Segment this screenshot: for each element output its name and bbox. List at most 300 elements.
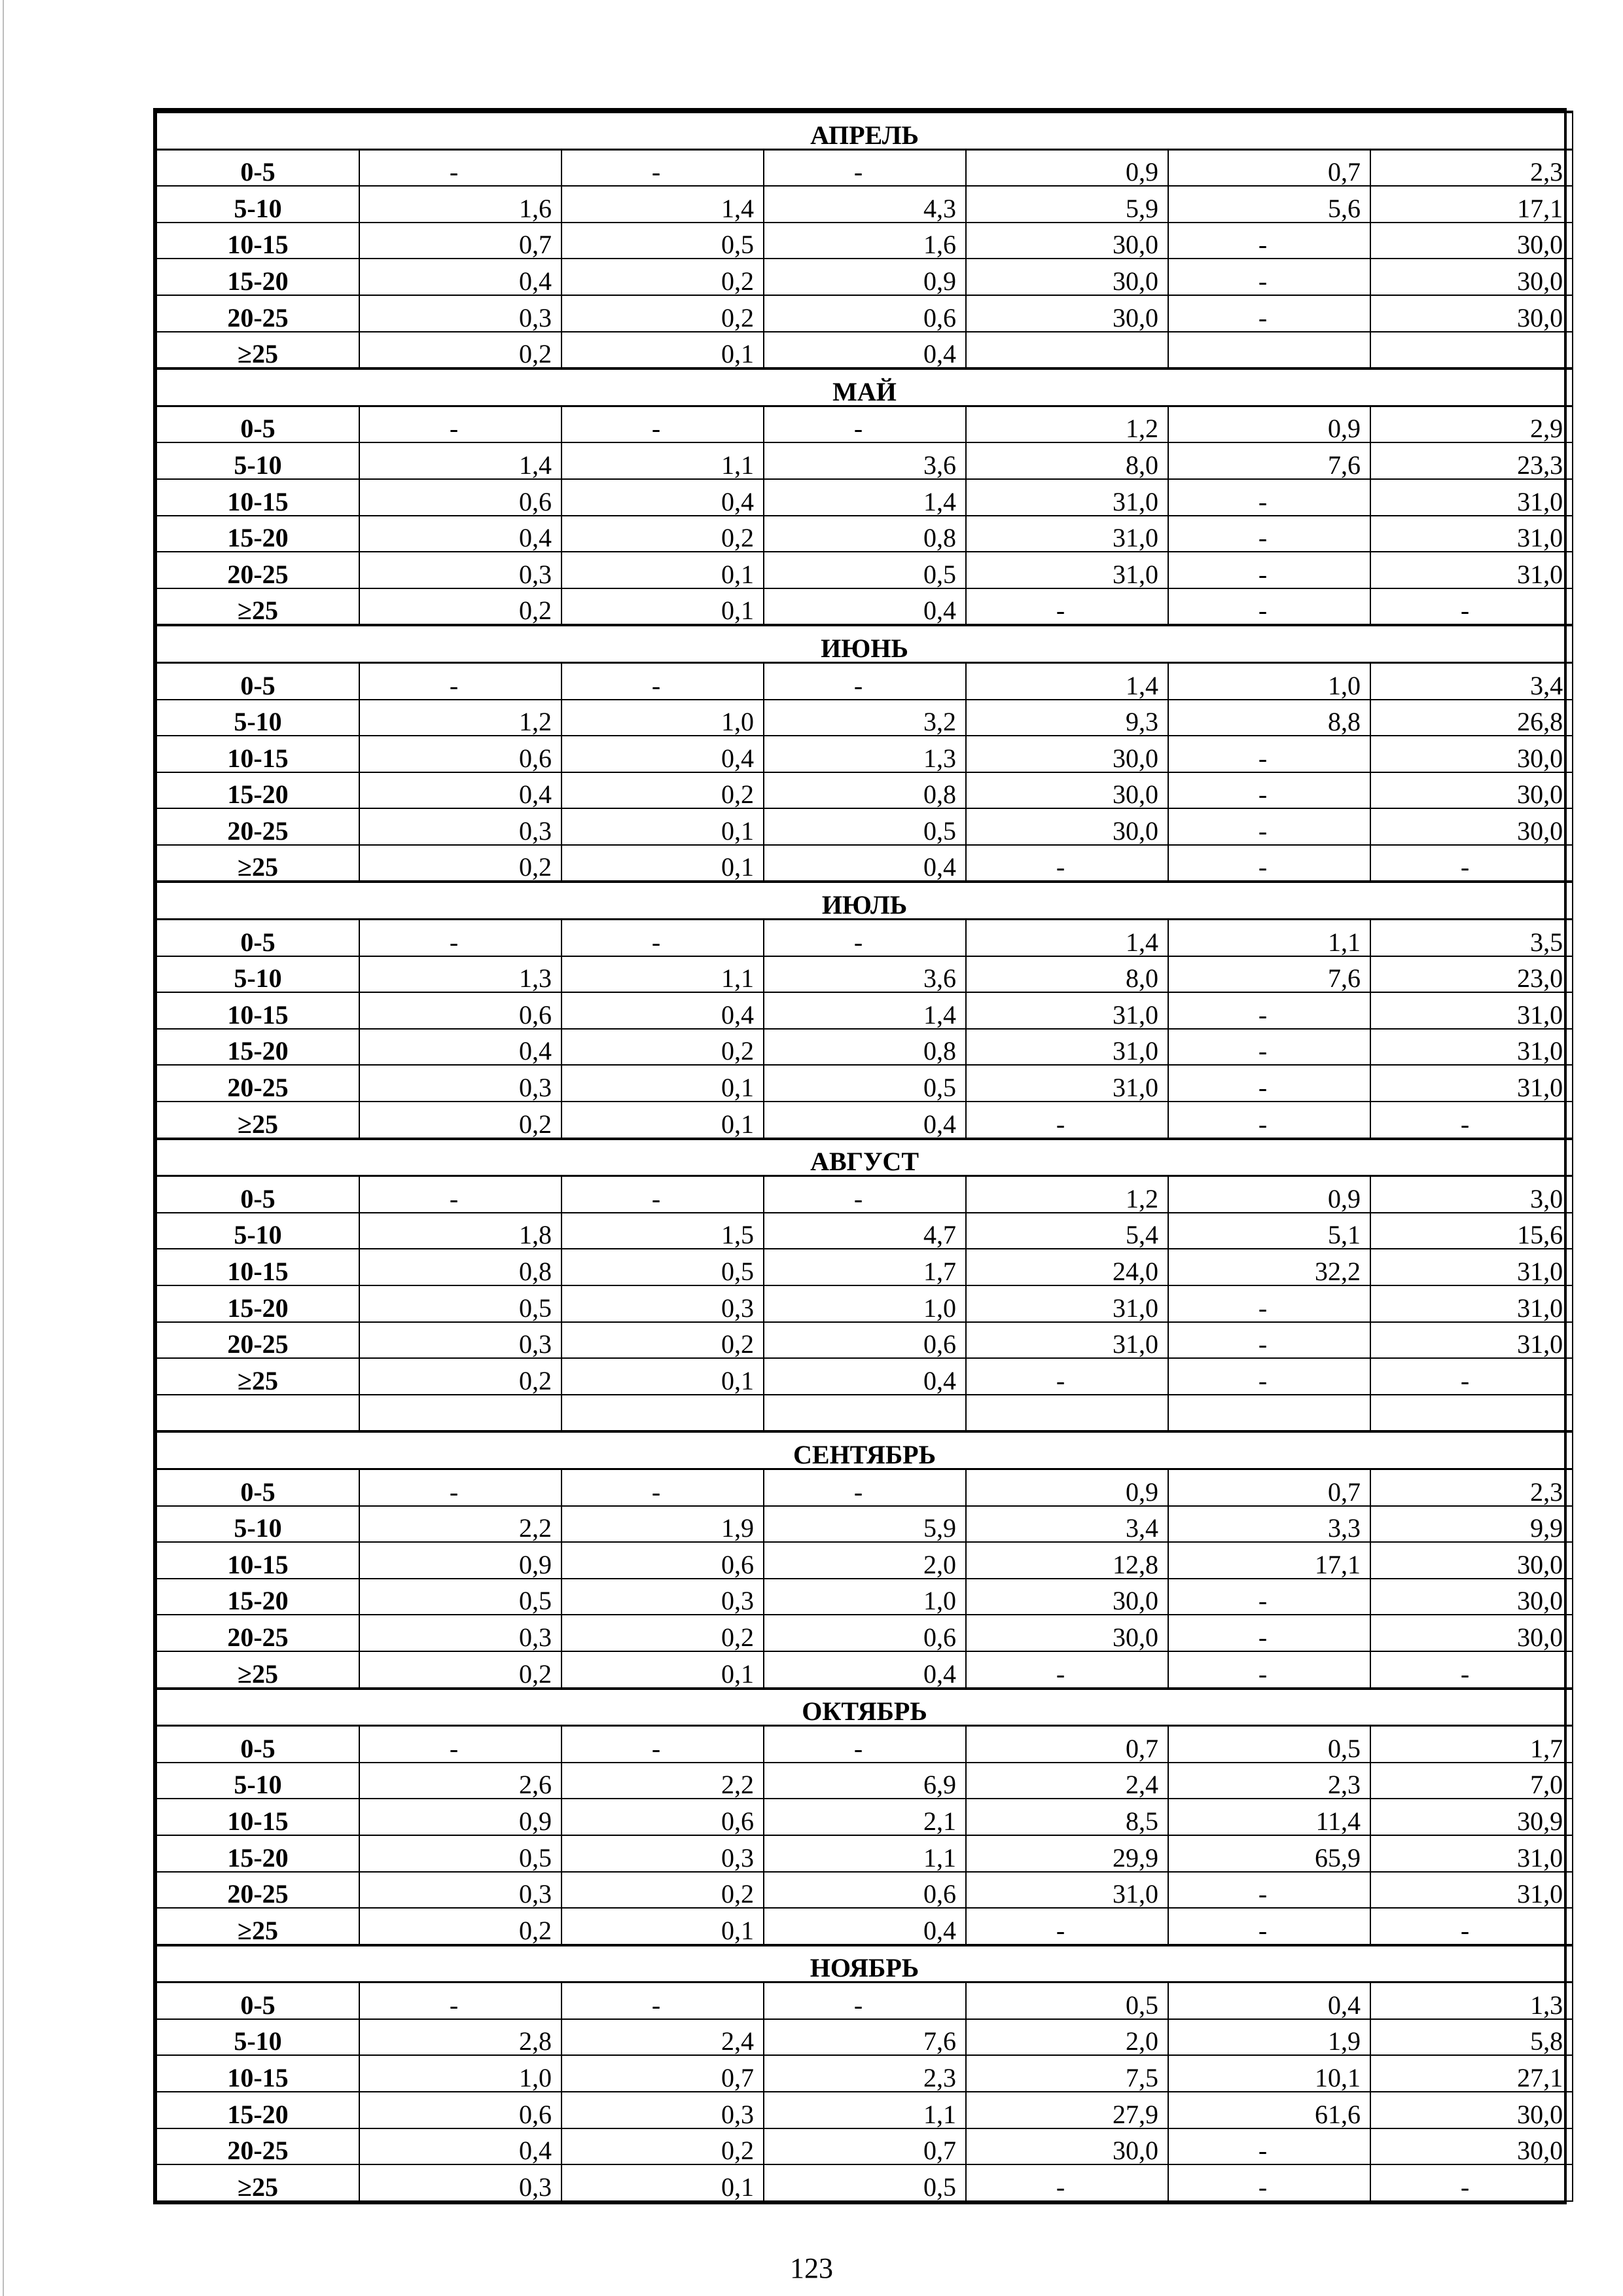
- value-cell: 0,4: [562, 992, 764, 1029]
- range-cell: 15-20: [156, 2092, 359, 2128]
- value-cell: 5,9: [764, 1506, 966, 1543]
- range-cell: ≥25: [156, 1102, 359, 1139]
- table-row: [156, 1249, 1573, 1285]
- value-cell: 31,0: [966, 516, 1168, 552]
- value-cell: 5,1: [1168, 1213, 1370, 1249]
- table-row: [156, 808, 1573, 845]
- value-cell: 30,9: [1370, 1799, 1573, 1835]
- value-cell: -: [966, 1651, 1168, 1689]
- value-cell: 15,6: [1370, 1213, 1573, 1249]
- value-cell: 0,6: [359, 992, 562, 1029]
- table-row: [156, 662, 1573, 699]
- value-cell: -: [1168, 772, 1370, 809]
- range-cell: 10-15: [156, 223, 359, 259]
- value-cell: 2,6: [359, 1763, 562, 1799]
- value-cell: 8,0: [966, 442, 1168, 479]
- value-cell: 0,6: [764, 1872, 966, 1909]
- value-cell: -: [1168, 1029, 1370, 1066]
- value-cell: 1,0: [764, 1579, 966, 1615]
- value-cell: -: [359, 149, 562, 186]
- value-cell: 29,9: [966, 1835, 1168, 1872]
- value-cell: 1,4: [359, 442, 562, 479]
- value-cell: 7,6: [1168, 956, 1370, 993]
- value-cell: -: [562, 406, 764, 442]
- value-cell: 0,3: [562, 1835, 764, 1872]
- range-cell: 15-20: [156, 516, 359, 552]
- value-cell: -: [764, 149, 966, 186]
- range-cell: ≥25: [156, 1358, 359, 1395]
- table-row: [156, 1322, 1573, 1359]
- value-cell: 1,2: [359, 700, 562, 736]
- value-cell: -: [1168, 295, 1370, 332]
- value-cell: 3,6: [764, 956, 966, 993]
- month-header-row: [156, 882, 1573, 919]
- value-cell: 0,1: [562, 1358, 764, 1395]
- value-cell: 3,2: [764, 700, 966, 736]
- value-cell: -: [562, 149, 764, 186]
- value-cell: 0,9: [966, 1469, 1168, 1505]
- table-row: [156, 2164, 1573, 2201]
- value-cell: 0,9: [1168, 1176, 1370, 1213]
- value-cell: 3,3: [1168, 1506, 1370, 1543]
- value-cell: 2,8: [359, 2019, 562, 2056]
- value-cell: 23,0: [1370, 956, 1573, 993]
- value-cell: -: [764, 1982, 966, 2019]
- value-cell: -: [1168, 845, 1370, 882]
- value-cell: 0,4: [359, 772, 562, 809]
- value-cell: 8,5: [966, 1799, 1168, 1835]
- value-cell: -: [562, 1176, 764, 1213]
- value-cell: 30,0: [1370, 295, 1573, 332]
- table-row: [156, 1872, 1573, 1909]
- value-cell: 8,0: [966, 956, 1168, 993]
- range-cell: 10-15: [156, 479, 359, 516]
- value-cell: [764, 1395, 966, 1432]
- value-cell: 0,7: [1168, 1469, 1370, 1505]
- table-row: [156, 1799, 1573, 1835]
- value-cell: 30,0: [1370, 808, 1573, 845]
- value-cell: 0,9: [764, 259, 966, 295]
- value-cell: 0,2: [562, 516, 764, 552]
- table-row: [156, 186, 1573, 223]
- value-cell: 1,4: [764, 479, 966, 516]
- value-cell: 1,4: [966, 920, 1168, 956]
- value-cell: 0,4: [764, 332, 966, 369]
- table-row: [156, 223, 1573, 259]
- value-cell: 0,1: [562, 845, 764, 882]
- value-cell: 0,5: [562, 1249, 764, 1285]
- value-cell: 24,0: [966, 1249, 1168, 1285]
- value-cell: 0,2: [359, 1908, 562, 1945]
- table-row: [156, 845, 1573, 882]
- value-cell: 0,5: [966, 1982, 1168, 2019]
- table-row: [156, 1469, 1573, 1505]
- range-cell: 5-10: [156, 1763, 359, 1799]
- range-cell: ≥25: [156, 1908, 359, 1945]
- value-cell: -: [764, 1469, 966, 1505]
- range-cell: 0-5: [156, 1176, 359, 1213]
- value-cell: 2,4: [562, 2019, 764, 2056]
- value-cell: 2,3: [1168, 1763, 1370, 1799]
- value-cell: [1168, 332, 1370, 369]
- range-cell: 10-15: [156, 1542, 359, 1579]
- value-cell: -: [1168, 259, 1370, 295]
- value-cell: 2,0: [764, 1542, 966, 1579]
- value-cell: 0,4: [764, 845, 966, 882]
- value-cell: 1,4: [764, 992, 966, 1029]
- value-cell: 2,2: [359, 1506, 562, 1543]
- value-cell: 31,0: [966, 1285, 1168, 1322]
- value-cell: 0,2: [562, 2128, 764, 2165]
- value-cell: 2,2: [562, 1763, 764, 1799]
- table-row: [156, 1763, 1573, 1799]
- value-cell: 0,9: [966, 149, 1168, 186]
- range-cell: 15-20: [156, 1029, 359, 1066]
- value-cell: -: [1168, 2164, 1370, 2201]
- data-table-frame: [153, 108, 1567, 2204]
- value-cell: 3,5: [1370, 920, 1573, 956]
- table-row: [156, 1579, 1573, 1615]
- value-cell: 30,0: [1370, 736, 1573, 772]
- table-row: [156, 1726, 1573, 1763]
- value-cell: 31,0: [1370, 516, 1573, 552]
- value-cell: 30,0: [966, 223, 1168, 259]
- value-cell: -: [1168, 1358, 1370, 1395]
- value-cell: -: [1168, 1102, 1370, 1139]
- table-row: [156, 700, 1573, 736]
- range-cell: ≥25: [156, 588, 359, 626]
- range-cell: 20-25: [156, 1322, 359, 1359]
- table-row: [156, 442, 1573, 479]
- value-cell: -: [1168, 552, 1370, 588]
- value-cell: 0,4: [359, 516, 562, 552]
- value-cell: 0,9: [359, 1799, 562, 1835]
- value-cell: -: [1168, 1579, 1370, 1615]
- value-cell: 8,8: [1168, 700, 1370, 736]
- value-cell: 7,5: [966, 2055, 1168, 2092]
- value-cell: -: [562, 1726, 764, 1763]
- value-cell: -: [1168, 1651, 1370, 1689]
- value-cell: 2,3: [1370, 1469, 1573, 1505]
- value-cell: 0,3: [359, 1322, 562, 1359]
- table-row: [156, 2055, 1573, 2092]
- value-cell: 30,0: [1370, 1542, 1573, 1579]
- value-cell: 0,1: [562, 552, 764, 588]
- value-cell: 31,0: [966, 1322, 1168, 1359]
- value-cell: 1,9: [562, 1506, 764, 1543]
- value-cell: 3,0: [1370, 1176, 1573, 1213]
- value-cell: [966, 332, 1168, 369]
- value-cell: -: [359, 920, 562, 956]
- value-cell: 26,8: [1370, 700, 1573, 736]
- value-cell: 1,4: [562, 186, 764, 223]
- value-cell: 6,9: [764, 1763, 966, 1799]
- value-cell: 31,0: [966, 1065, 1168, 1102]
- value-cell: 32,2: [1168, 1249, 1370, 1285]
- value-cell: 30,0: [1370, 772, 1573, 809]
- value-cell: 2,3: [764, 2055, 966, 2092]
- table-row: [156, 1982, 1573, 2019]
- table-row: [156, 295, 1573, 332]
- value-cell: [1370, 1395, 1573, 1432]
- value-cell: 0,4: [764, 1358, 966, 1395]
- value-cell: -: [359, 1469, 562, 1505]
- value-cell: 7,6: [1168, 442, 1370, 479]
- value-cell: -: [1168, 1322, 1370, 1359]
- range-cell: ≥25: [156, 332, 359, 369]
- table-row: [156, 920, 1573, 956]
- value-cell: 0,1: [562, 332, 764, 369]
- value-cell: 3,4: [966, 1506, 1168, 1543]
- value-cell: -: [764, 920, 966, 956]
- value-cell: 10,1: [1168, 2055, 1370, 2092]
- value-cell: 0,6: [562, 1542, 764, 1579]
- value-cell: 0,5: [764, 808, 966, 845]
- value-cell: 30,0: [966, 259, 1168, 295]
- value-cell: 0,2: [562, 1872, 764, 1909]
- range-cell: 10-15: [156, 1249, 359, 1285]
- range-cell: 10-15: [156, 992, 359, 1029]
- value-cell: 31,0: [966, 1029, 1168, 1066]
- value-cell: 11,4: [1168, 1799, 1370, 1835]
- value-cell: 0,3: [359, 552, 562, 588]
- value-cell: 0,9: [1168, 406, 1370, 442]
- value-cell: [1370, 332, 1573, 369]
- range-cell: 20-25: [156, 2128, 359, 2165]
- range-cell: 20-25: [156, 1065, 359, 1102]
- value-cell: -: [966, 1908, 1168, 1945]
- value-cell: 31,0: [966, 552, 1168, 588]
- value-cell: 2,0: [966, 2019, 1168, 2056]
- month-header-row: [156, 625, 1573, 662]
- value-cell: -: [1168, 808, 1370, 845]
- value-cell: 0,7: [966, 1726, 1168, 1763]
- value-cell: 30,0: [966, 1579, 1168, 1615]
- value-cell: 0,4: [764, 1651, 966, 1689]
- table-row: [156, 1908, 1573, 1945]
- value-cell: 31,0: [966, 992, 1168, 1029]
- month-title: НОЯБРЬ: [156, 1945, 1573, 1982]
- month-title: СЕНТЯБРЬ: [156, 1431, 1573, 1469]
- value-cell: -: [764, 406, 966, 442]
- value-cell: 30,0: [966, 808, 1168, 845]
- range-cell: 15-20: [156, 1835, 359, 1872]
- table-row: [156, 1065, 1573, 1102]
- table-row: [156, 1542, 1573, 1579]
- value-cell: 0,3: [359, 1872, 562, 1909]
- value-cell: 17,1: [1370, 186, 1573, 223]
- range-cell: 0-5: [156, 149, 359, 186]
- value-cell: 0,4: [764, 1102, 966, 1139]
- table-row: [156, 1835, 1573, 1872]
- table-row: [156, 2092, 1573, 2128]
- value-cell: 0,1: [562, 1065, 764, 1102]
- range-cell: 10-15: [156, 1799, 359, 1835]
- value-cell: 31,0: [1370, 479, 1573, 516]
- value-cell: -: [1370, 2164, 1573, 2201]
- value-cell: 0,1: [562, 1651, 764, 1689]
- value-cell: 1,3: [359, 956, 562, 993]
- value-cell: -: [1168, 1065, 1370, 1102]
- month-header-row: [156, 1139, 1573, 1176]
- value-cell: 30,0: [966, 2128, 1168, 2165]
- value-cell: 31,0: [1370, 1249, 1573, 1285]
- table-row: [156, 1029, 1573, 1066]
- value-cell: 30,0: [1370, 2092, 1573, 2128]
- value-cell: -: [1168, 736, 1370, 772]
- value-cell: 7,6: [764, 2019, 966, 2056]
- month-title: ИЮНЬ: [156, 625, 1573, 662]
- value-cell: 30,0: [966, 736, 1168, 772]
- value-cell: 31,0: [1370, 1285, 1573, 1322]
- value-cell: 1,1: [764, 2092, 966, 2128]
- range-cell: 5-10: [156, 442, 359, 479]
- value-cell: 5,4: [966, 1213, 1168, 1249]
- range-cell: 10-15: [156, 736, 359, 772]
- value-cell: 65,9: [1168, 1835, 1370, 1872]
- range-cell: 5-10: [156, 700, 359, 736]
- value-cell: 1,1: [1168, 920, 1370, 956]
- value-cell: 0,4: [359, 2128, 562, 2165]
- table-row: [156, 2128, 1573, 2165]
- value-cell: 0,2: [562, 1615, 764, 1651]
- value-cell: 0,3: [359, 2164, 562, 2201]
- value-cell: 1,4: [966, 662, 1168, 699]
- table-row: [156, 1176, 1573, 1213]
- value-cell: 0,7: [359, 223, 562, 259]
- value-cell: -: [359, 662, 562, 699]
- month-title: МАЙ: [156, 368, 1573, 406]
- range-cell: 5-10: [156, 1213, 359, 1249]
- month-title: ОКТЯБРЬ: [156, 1689, 1573, 1726]
- table-row: [156, 736, 1573, 772]
- value-cell: 2,1: [764, 1799, 966, 1835]
- value-cell: 1,6: [764, 223, 966, 259]
- range-cell: 15-20: [156, 1579, 359, 1615]
- value-cell: 1,1: [764, 1835, 966, 1872]
- value-cell: 2,3: [1370, 149, 1573, 186]
- value-cell: [966, 1395, 1168, 1432]
- value-cell: -: [1168, 223, 1370, 259]
- value-cell: -: [966, 2164, 1168, 2201]
- table-row: [156, 772, 1573, 809]
- value-cell: [562, 1395, 764, 1432]
- value-cell: 31,0: [1370, 1029, 1573, 1066]
- table-row: [156, 149, 1573, 186]
- value-cell: 30,0: [1370, 259, 1573, 295]
- month-header-row: [156, 1689, 1573, 1726]
- value-cell: 27,9: [966, 2092, 1168, 2128]
- value-cell: 1,7: [764, 1249, 966, 1285]
- range-cell: 15-20: [156, 259, 359, 295]
- value-cell: 1,6: [359, 186, 562, 223]
- value-cell: 0,5: [764, 2164, 966, 2201]
- month-title: ИЮЛЬ: [156, 882, 1573, 919]
- value-cell: 31,0: [966, 1872, 1168, 1909]
- value-cell: 31,0: [966, 479, 1168, 516]
- value-cell: 4,3: [764, 186, 966, 223]
- value-cell: 0,1: [562, 808, 764, 845]
- value-cell: -: [1370, 1358, 1573, 1395]
- value-cell: 1,3: [1370, 1982, 1573, 2019]
- value-cell: 0,4: [764, 1908, 966, 1945]
- value-cell: 0,3: [562, 1285, 764, 1322]
- range-cell: 15-20: [156, 772, 359, 809]
- range-cell: 20-25: [156, 552, 359, 588]
- table-row: [156, 588, 1573, 626]
- month-title: АВГУСТ: [156, 1139, 1573, 1176]
- value-cell: 30,0: [966, 1615, 1168, 1651]
- value-cell: -: [966, 845, 1168, 882]
- value-cell: 0,1: [562, 1908, 764, 1945]
- month-header-row: [156, 112, 1573, 149]
- table-row: [156, 332, 1573, 369]
- value-cell: 30,0: [1370, 1615, 1573, 1651]
- value-cell: 31,0: [1370, 1322, 1573, 1359]
- value-cell: 0,2: [359, 1651, 562, 1689]
- value-cell: 0,5: [359, 1285, 562, 1322]
- value-cell: 0,3: [562, 2092, 764, 2128]
- value-cell: 0,7: [1168, 149, 1370, 186]
- value-cell: -: [764, 1176, 966, 1213]
- range-cell: 20-25: [156, 1872, 359, 1909]
- table-row: [156, 516, 1573, 552]
- range-cell: 5-10: [156, 956, 359, 993]
- value-cell: 4,7: [764, 1213, 966, 1249]
- value-cell: 1,2: [966, 406, 1168, 442]
- page-number: 123: [790, 2252, 833, 2284]
- value-cell: 0,8: [359, 1249, 562, 1285]
- table-row: [156, 1506, 1573, 1543]
- table-row: [156, 1615, 1573, 1651]
- value-cell: 0,5: [562, 223, 764, 259]
- value-cell: -: [1370, 1651, 1573, 1689]
- table-row: [156, 2019, 1573, 2056]
- value-cell: 7,0: [1370, 1763, 1573, 1799]
- range-cell: 5-10: [156, 2019, 359, 2056]
- value-cell: 17,1: [1168, 1542, 1370, 1579]
- range-cell: 10-15: [156, 2055, 359, 2092]
- range-cell: 20-25: [156, 1615, 359, 1651]
- table-row: [156, 1285, 1573, 1322]
- value-cell: -: [1168, 1285, 1370, 1322]
- value-cell: 1,1: [562, 956, 764, 993]
- range-cell: 15-20: [156, 1285, 359, 1322]
- value-cell: 31,0: [1370, 552, 1573, 588]
- month-header-row: [156, 1945, 1573, 1982]
- value-cell: 1,8: [359, 1213, 562, 1249]
- range-cell: 5-10: [156, 186, 359, 223]
- value-cell: 5,9: [966, 186, 1168, 223]
- value-cell: [359, 1395, 562, 1432]
- range-cell: ≥25: [156, 2164, 359, 2201]
- value-cell: 31,0: [1370, 1835, 1573, 1872]
- value-cell: 0,3: [359, 1065, 562, 1102]
- value-cell: -: [359, 1726, 562, 1763]
- table-row: [156, 406, 1573, 442]
- value-cell: -: [1168, 588, 1370, 626]
- value-cell: 0,7: [562, 2055, 764, 2092]
- value-cell: 0,3: [359, 295, 562, 332]
- value-cell: 3,4: [1370, 662, 1573, 699]
- value-cell: 30,0: [1370, 2128, 1573, 2165]
- table-row: [156, 1651, 1573, 1689]
- value-cell: 0,2: [359, 1102, 562, 1139]
- value-cell: 1,0: [562, 700, 764, 736]
- value-cell: -: [562, 920, 764, 956]
- value-cell: 0,8: [764, 1029, 966, 1066]
- value-cell: [1168, 1395, 1370, 1432]
